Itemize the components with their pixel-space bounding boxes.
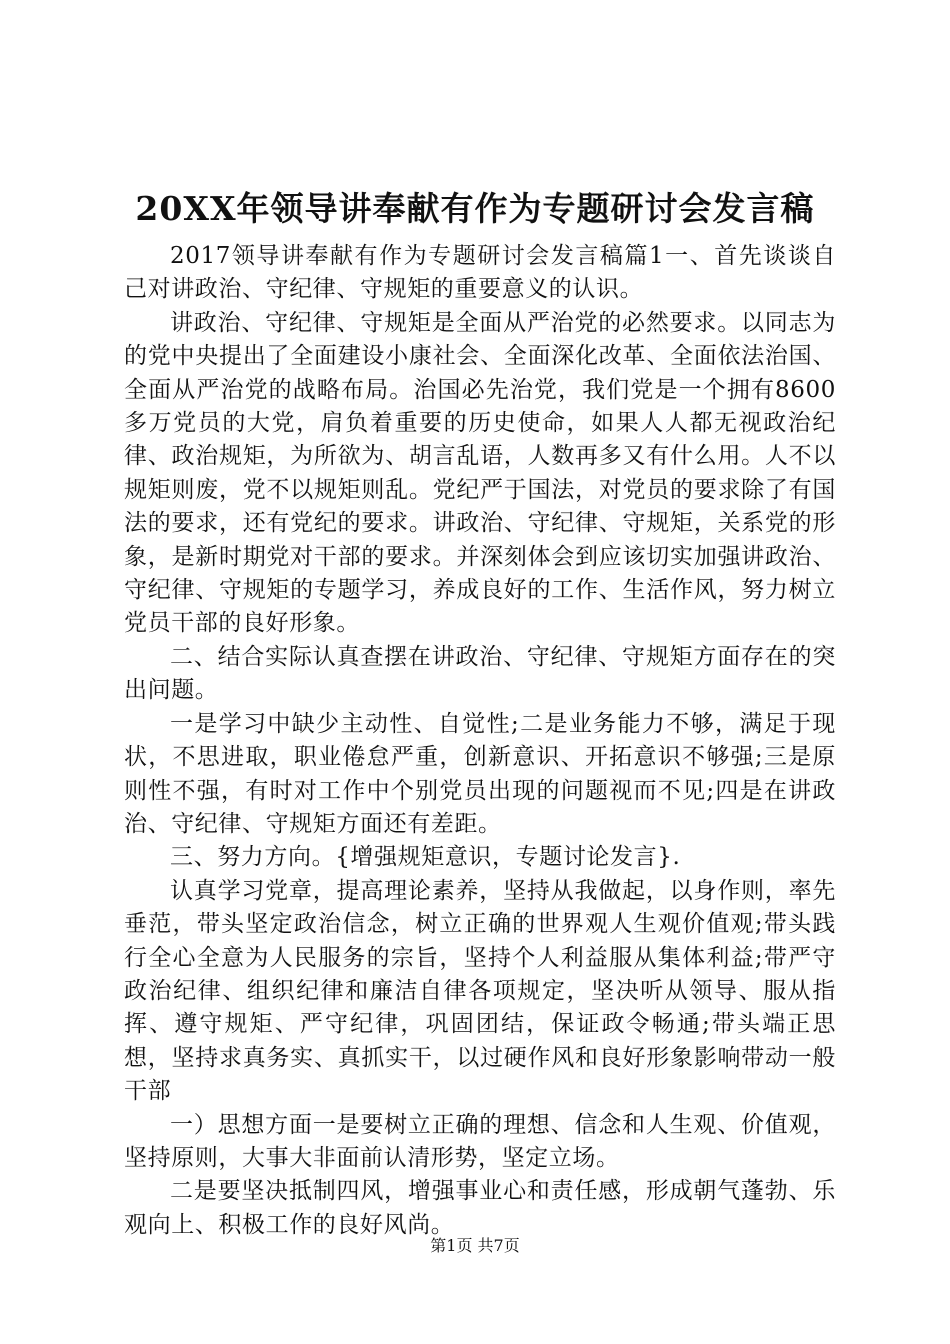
paragraph-1: 2017领导讲奉献有作为专题研讨会发言稿篇1一、首先谈谈自己对讲政治、守纪律、守规矩的重要意义的认识。: [124, 243, 836, 303]
paragraph-8: 二是要坚决抵制四风，增强事业心和责任感，形成朝气蓬勃、乐观向上、积极工作的良好风尚。: [124, 1178, 836, 1238]
paragraph-2: 讲政治、守纪律、守规矩是全面从严治党的必然要求。以同志为的党中央提出了全面建设小康社会、全面深化改革、全面依法治国、全面从严治党的战略布局。治国必先治党，我们党是一个拥有8600多万党员的大党，肩负着重要的历史使命，如果人人都无视政治纪律、政治规矩，为所欲为、胡言乱语，人数再多又有什么用。人不以规矩则废，党不以规矩则乱。党纪严于国法，对党员的要求除了有国法的要求，还有党纪的要求。讲政治、守纪律、守规矩，关系党的形象，是新时期党对干部的要求。并深刻体会到应该切实加强讲政治、守纪律、守规矩的专题学习，养成良好的工作、生活作风，努力树立党员干部的良好形象。: [124, 309, 836, 637]
paragraph-7: 一）思想方面一是要树立正确的理想、信念和人生观、价值观，坚持原则，大事大非面前认清形势，坚定立场。: [124, 1111, 836, 1171]
document-body: [124, 240, 836, 1242]
page-number-footer: 第1页 共7页: [430, 1236, 520, 1255]
document-title: 20XX年领导讲奉献有作为专题研讨会发言稿: [135, 189, 815, 228]
paragraph-4: 一是学习中缺少主动性、自觉性;二是业务能力不够，满足于现状，不思进取，职业倦怠严重，创新意识、开拓意识不够强;三是原则性不强，有时对工作中个别党员出现的问题视而不见;四是在讲政治、守纪律、守规矩方面还有差距。: [124, 710, 836, 837]
paragraph-3: 二、结合实际认真查摆在讲政治、守纪律、守规矩方面存在的突出问题。: [124, 643, 836, 704]
paragraph-5: 三、努力方向。{增强规矩意识，专题讨论发言}.: [170, 844, 681, 871]
paragraph-6: 认真学习党章，提高理论素养，坚持从我做起，以身作则，率先垂范，带头坚定政治信念，树立正确的世界观人生观价值观;带头践行全心全意为人民服务的宗旨，坚持个人利益服从集体利益;带严守政治纪律、组织纪律和廉洁自律各项规定，坚决听从领导、服从指挥、遵守规矩、严守纪律，巩固团结，保证政令畅通;带头端正思想，坚持求真务实、真抓实干，以过硬作风和良好形象影响带动一般干部: [124, 877, 836, 1105]
